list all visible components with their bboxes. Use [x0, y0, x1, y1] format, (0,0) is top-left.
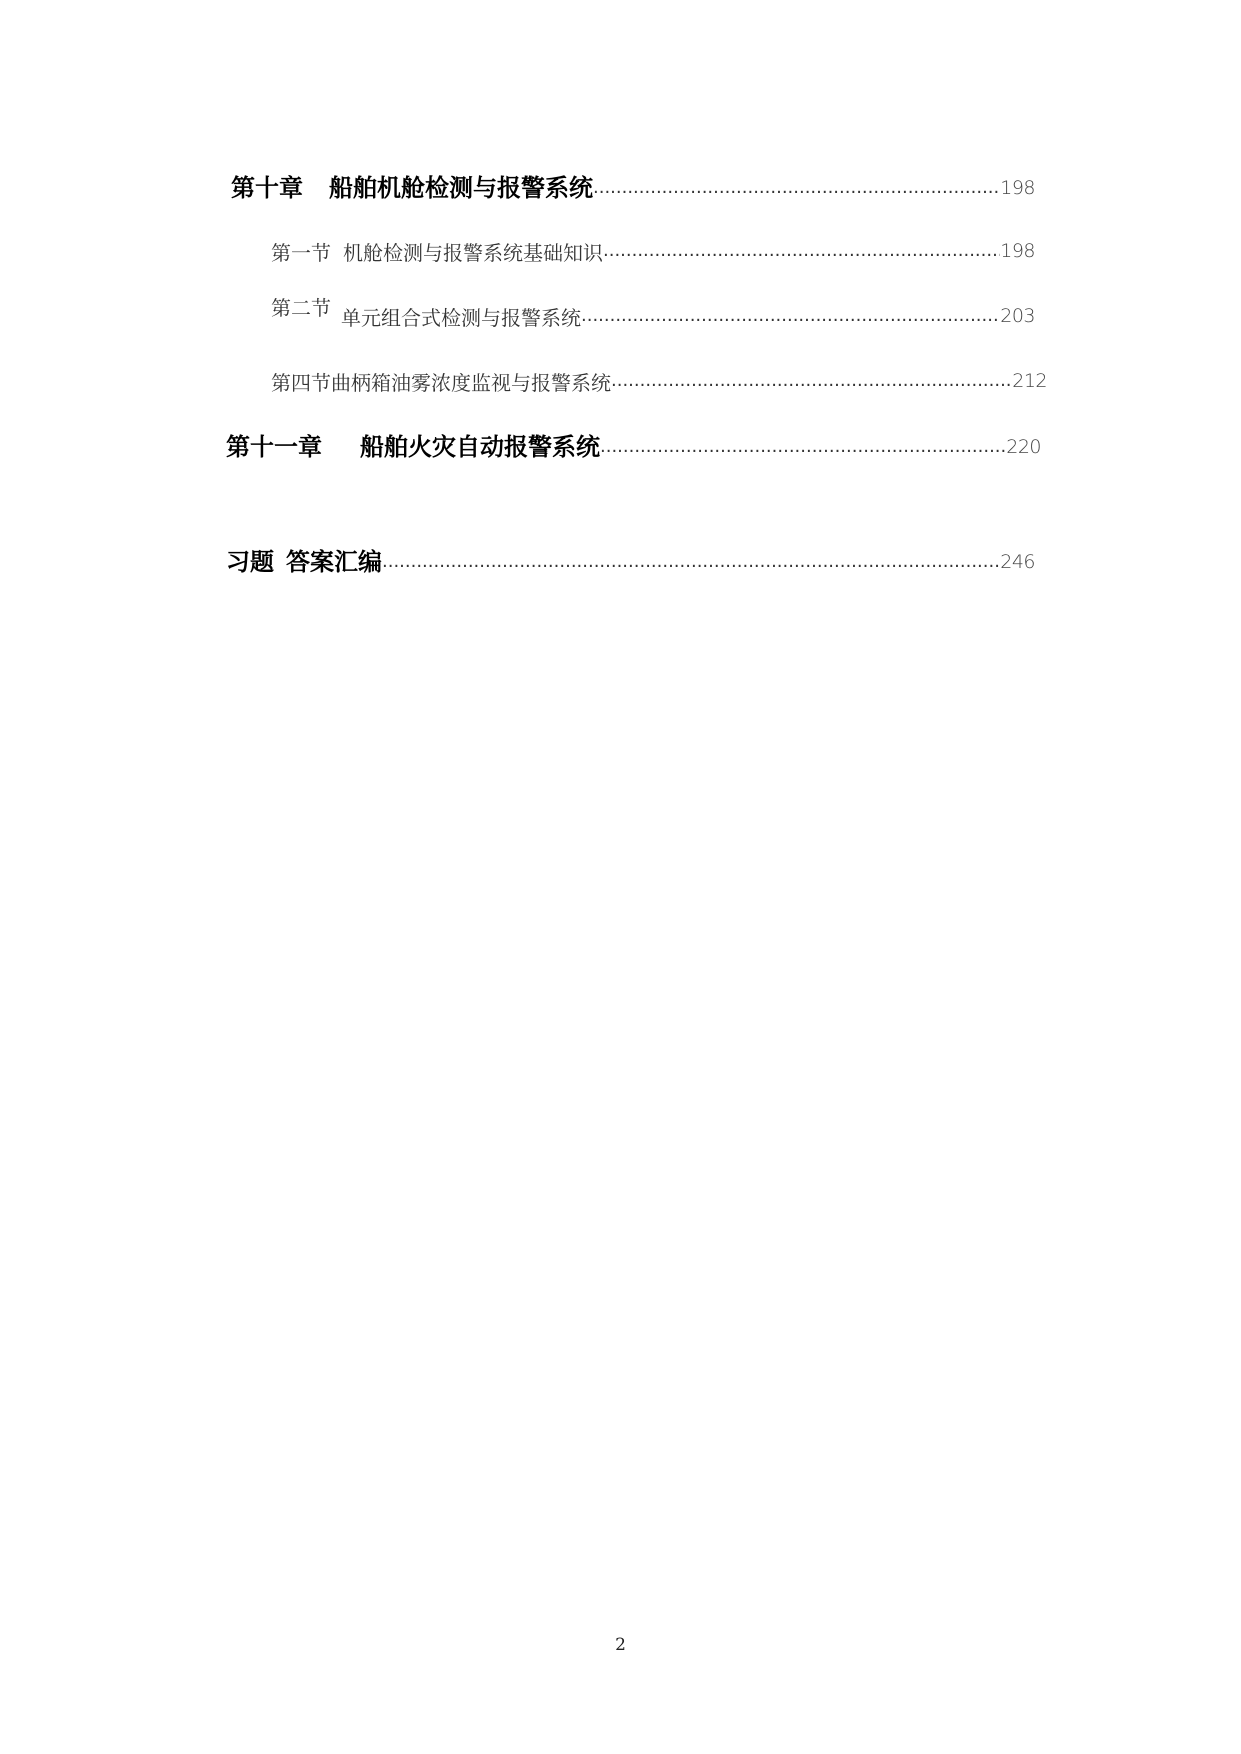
toc-dot-leader	[382, 556, 1000, 577]
toc-page-number: 198	[1000, 240, 1035, 262]
toc-entry-title	[271, 296, 581, 333]
toc-entry-text: 机舱检测与报警系统基础知识	[343, 241, 603, 265]
toc-page-number: 220	[1006, 436, 1041, 458]
toc-page-number: 212	[1012, 370, 1047, 392]
toc-entry-title	[226, 542, 382, 579]
toc-page-number: 246	[1000, 551, 1035, 573]
toc-entry-exercises[interactable]	[226, 539, 1035, 579]
toc-page-number: 198	[1000, 177, 1035, 199]
toc-entry-label: 第四节	[271, 371, 331, 395]
toc-entry-label: 第二节	[271, 296, 331, 320]
toc-entry-label: 习题	[226, 548, 274, 576]
toc-entry-title	[271, 237, 603, 268]
toc-entry-label: 第一节	[271, 241, 331, 265]
toc-entry-text: 船舶火灾自动报警系统	[360, 433, 600, 461]
toc-entry-section-1[interactable]	[271, 228, 1035, 268]
toc-dot-leader	[593, 182, 1000, 203]
toc-entry-chapter-10[interactable]	[231, 165, 1035, 205]
toc-dot-leader	[581, 310, 1000, 331]
toc-dot-leader	[600, 441, 1006, 462]
toc-dot-leader	[603, 245, 1000, 266]
toc-entry-label: 第十章	[231, 174, 303, 202]
toc-entry-label: 第十一章	[226, 433, 322, 461]
toc-dot-leader	[611, 375, 1012, 396]
toc-entry-title	[271, 367, 611, 398]
toc-page-number: 203	[1000, 305, 1035, 327]
toc-entry-title	[226, 427, 600, 464]
toc-entry-section-4[interactable]	[271, 358, 1047, 398]
toc-entry-chapter-11[interactable]	[226, 424, 1041, 464]
toc-entry-text: 曲柄箱油雾浓度监视与报警系统	[331, 371, 611, 395]
toc-entry-title	[231, 168, 593, 205]
toc-entry-section-2[interactable]	[271, 293, 1035, 333]
toc-entry-text: 船舶机舱检测与报警系统	[329, 174, 593, 202]
toc-entry-text: 单元组合式检测与报警系统	[341, 306, 581, 330]
toc-entry-text: 答案汇编	[286, 548, 382, 576]
page-footer-number: 2	[615, 1635, 626, 1655]
